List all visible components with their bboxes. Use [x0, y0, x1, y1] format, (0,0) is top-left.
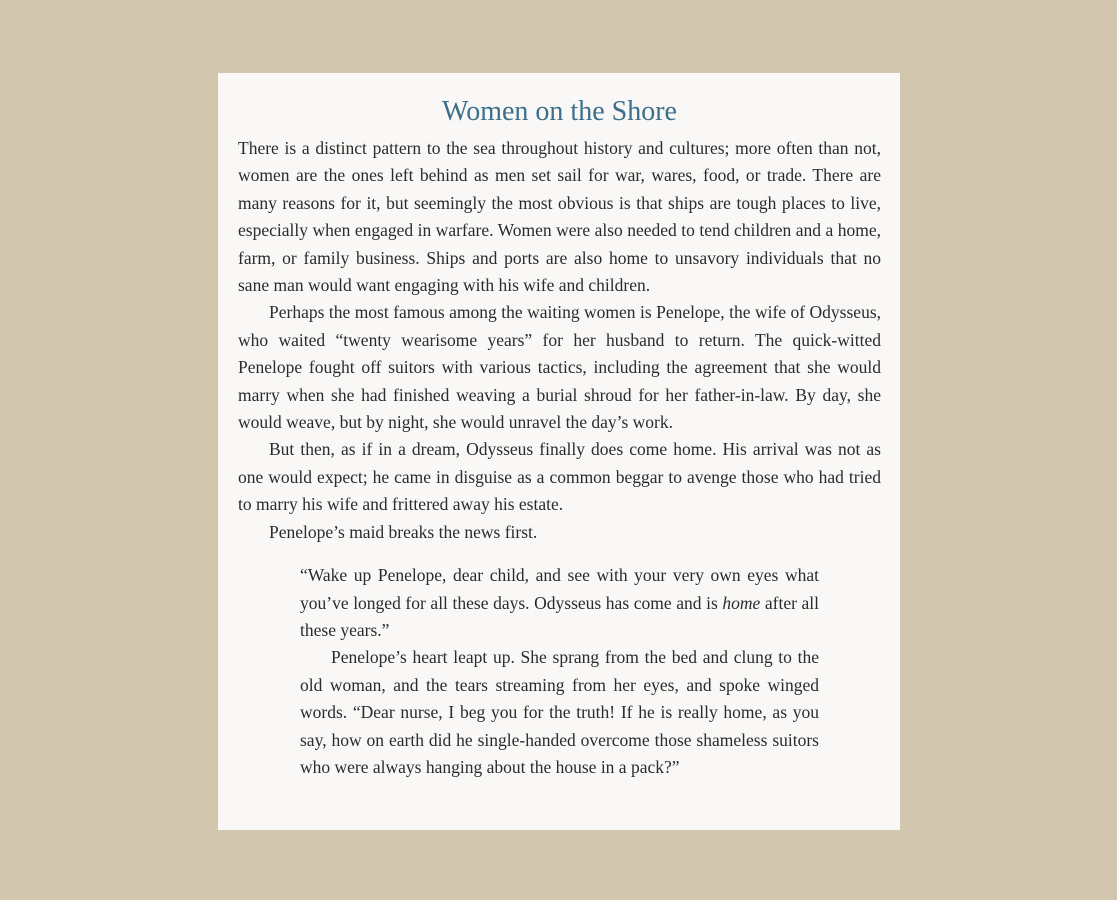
paragraph-2: Perhaps the most famous among the waiting women is Penelope, the wife of Odysseus, who waited “twenty wearisome years” for her husband to return. The quick-witted Penelope fought off suitors with various tactics, including the agreement that she would marry when she had finished weaving a burial shroud for her father-in-law. By day, she would weave, but by night, she would unravel the day’s work.	[238, 302, 881, 433]
quote-text-end: after all these years.”	[300, 592, 820, 640]
quote-emphasis: home	[722, 592, 761, 613]
page-title: Women on the Shore	[442, 96, 677, 127]
paragraph-3: But then, as if in a dream, Odysseus finally does come home. His arrival was not as one would expect; he came in disguise as a common beggar to avenge those who had tried to marry his wife and frittered away his estate.	[238, 439, 881, 515]
paragraph-1: There is a distinct pattern to the sea throughout history and cultures; more often than not, women are the ones left behind as men set sail for war, wares, food, or trade. There are many reasons for it, but seemingly the most obvious is that ships are tough places to live, especially when engaged in warfare. Women were also needed to tend children and a home, farm, or family business. Ships and ports are also home to unsavory individuals that no sane man would want engaging with his wife and children.	[238, 138, 881, 296]
body-text	[238, 135, 881, 546]
document-page	[218, 73, 900, 830]
quote-paragraph-1	[300, 562, 819, 644]
quote-text-start: “Wake up Penelope, dear child, and see with your very own eyes what you’ve longed for all these days. Odysseus has come and is	[300, 565, 819, 613]
block-quote	[300, 562, 819, 781]
paragraph-4: Penelope’s maid breaks the news first.	[269, 521, 538, 542]
quote-paragraph-2: Penelope’s heart leapt up. She sprang from the bed and clung to the old woman, and the tears streaming from her eyes, and spoke winged words. “Dear nurse, I beg you for the truth! If he is really home, as you say, how on earth did he single-handed overcome those shameless suitors who were always hanging about the house in a pack?”	[300, 647, 819, 777]
